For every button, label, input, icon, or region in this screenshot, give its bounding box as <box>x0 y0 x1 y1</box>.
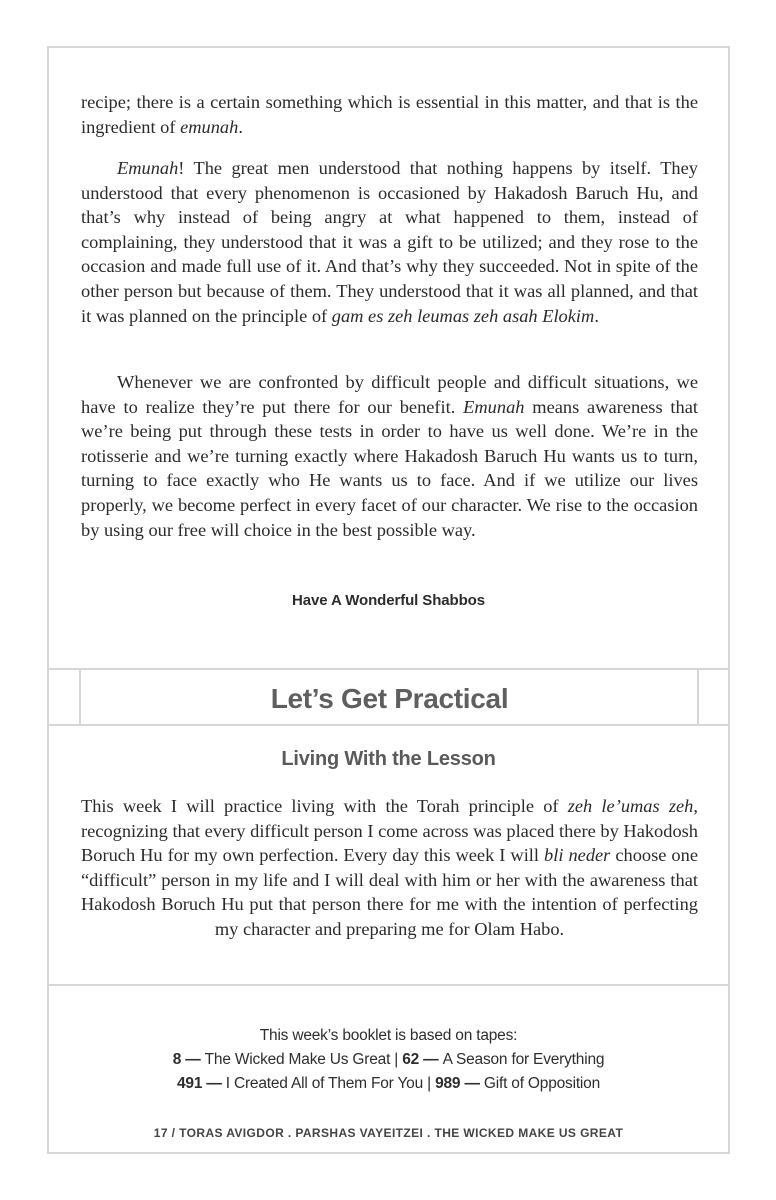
paragraph-text <box>81 370 698 542</box>
tape-title: A Season for Everything <box>442 1051 605 1068</box>
text-run: . <box>594 305 599 326</box>
article-paragraph-2 <box>81 156 698 328</box>
lesson-paragraph <box>81 794 698 942</box>
text-run: . <box>238 116 243 137</box>
section-divider <box>49 668 728 670</box>
practical-section-title: Let’s Get Practical <box>270 683 509 714</box>
italic-term: Emunah <box>117 158 179 178</box>
signoff: Have A Wonderful Shabbos <box>292 592 485 609</box>
tape-separator: | <box>390 1051 403 1068</box>
section-divider <box>49 984 728 986</box>
tape-dash: — <box>202 1075 226 1092</box>
italic-term: gam es zeh leumas zeh asah Elokim <box>331 305 595 326</box>
tape-dash: — <box>181 1051 205 1068</box>
tape-dash: — <box>460 1075 484 1092</box>
tape-dash: — <box>419 1051 443 1068</box>
text-run: ! The great men understood that nothing happens by itself. They understood that every phenomenon is occasioned by Hakadosh Baruch Hu, and that’s why instead of being angry at what happened to them, instead of complaining, they understood that it was a gift to be utilized; and they rose to the occasion and made full use of it. And that’s why they succeeded. Not in spite of the other person but because of them. They understood that it was all planned, and that it was planned on the principle of <box>81 158 698 326</box>
text-run: choose one “difficult” person in my life and I will deal with him or her with the awareness that Hakodosh Boruch Hu put that person there for me with the intention of perfecting my character and preparing me for Olam Habo. <box>81 845 698 939</box>
paragraph-text <box>81 156 698 328</box>
tape-number: 491 <box>176 1075 203 1092</box>
tape-title: I Created All of Them For You <box>225 1075 424 1092</box>
tape-title: The Wicked Make Us Great <box>204 1051 391 1068</box>
italic-term: bli neder <box>544 845 611 866</box>
tape-separator: | <box>423 1075 436 1092</box>
article-paragraph-3 <box>81 370 698 542</box>
lesson-text <box>81 794 698 942</box>
text-run: This week I will practice living with the Torah principle of <box>81 796 568 816</box>
section-divider <box>49 724 728 726</box>
tape-number: 989 <box>435 1075 461 1092</box>
text-run: means awareness that we’re being put through these tests in order to have us well done. We’re in the rotisserie and we’re turning exactly where Hakadosh Baruch Hu wants us to turn, turning to face exactly who He wants us to face. And if we utilize our lives properly, we become perfect in every facet of our character. We rise to the occasion by using our free will choice in the best possible way. <box>81 396 698 540</box>
article-section <box>49 48 728 669</box>
italic-term: emunah <box>180 116 239 137</box>
article-paragraph-1 <box>81 90 698 139</box>
page-footer: 17 / TORAS AVIGDOR . PARSHAS VAYEITZEI . THE WICKED MAKE US GREAT <box>153 1126 624 1140</box>
italic-term: zeh le’umas zeh <box>567 796 694 816</box>
lesson-heading: Living With the Lesson <box>281 748 496 770</box>
text-run: , recognizing that every difficult person I come across was placed there by Hakodosh Boruch Hu for my own perfection. Every day this week I will <box>81 796 698 866</box>
tapes-intro: This week’s booklet is based on tapes: <box>259 1027 518 1044</box>
tapes-line <box>49 1072 728 1096</box>
tapes-line <box>49 1048 728 1072</box>
paragraph-text <box>81 90 698 139</box>
tape-number: 8 <box>172 1051 182 1068</box>
tapes-list <box>49 1024 728 1096</box>
italic-term: Emunah <box>463 396 525 417</box>
text-run: recipe; there is a certain something which is essential in this matter, and that is the ingredient of <box>81 92 698 137</box>
text-run: Whenever we are confronted by difficult people and difficult situations, we have to realize they’re put there for our benefit. <box>81 372 698 417</box>
tape-title: Gift of Opposition <box>483 1075 601 1092</box>
tape-number: 62 <box>402 1051 420 1068</box>
page-frame <box>47 46 730 1154</box>
